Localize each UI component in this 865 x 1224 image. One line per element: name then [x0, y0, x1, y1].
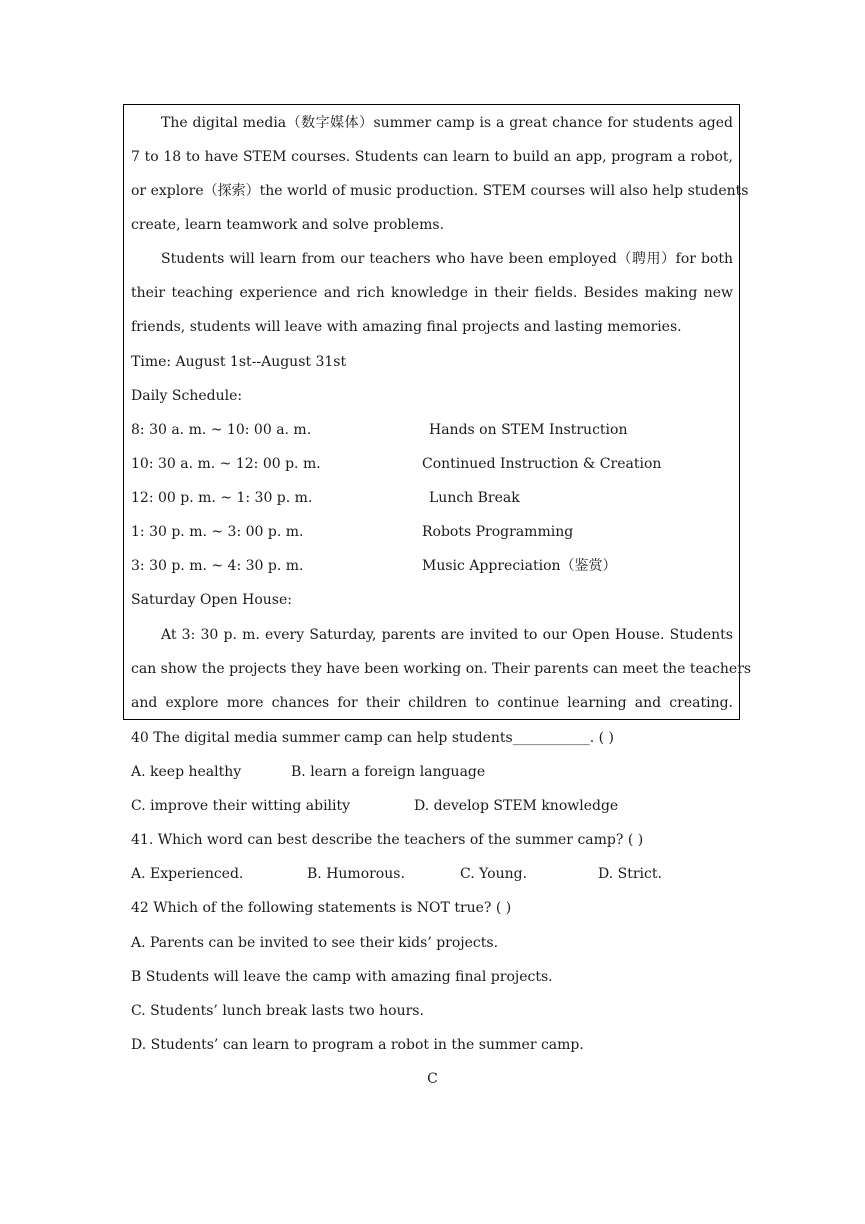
schedule-activity: Robots Programming [422, 524, 574, 540]
schedule-time: 8: 30 a. m. ~ 10: 00 a. m. [131, 422, 312, 438]
question-41-option-a: A. Experienced. [131, 866, 244, 882]
passage-p3-line-3: and explore more chances for their children to continue learning and creating. [131, 695, 733, 711]
question-40-option-c: C. improve their witting ability [131, 798, 351, 814]
passage-p2-line-1: Students will learn from our teachers who have been employed（聘用）for both [161, 251, 733, 267]
question-41-option-c: C. Young. [460, 866, 528, 882]
schedule-activity: Continued Instruction & Creation [422, 456, 662, 472]
question-40-option-b: B. learn a foreign language [291, 764, 486, 780]
passage-p1-line-3: or explore（探索）the world of music production. STEM courses will also help students [131, 183, 749, 199]
passage-p1-line-1: The digital media（数字媒体）summer camp is a great chance for students aged [161, 115, 733, 131]
schedule-activity: Lunch Break [429, 490, 520, 506]
question-40-option-d: D. develop STEM knowledge [414, 798, 619, 814]
schedule-activity: Hands on STEM Instruction [429, 422, 628, 438]
question-42-stem: 42 Which of the following statements is NOT true? ( ) [131, 900, 512, 916]
passage-p3-line-1: At 3: 30 p. m. every Saturday, parents are invited to our Open House. Students [161, 627, 733, 643]
question-41-option-b: B. Humorous. [307, 866, 405, 882]
passage-p2-line-3: friends, students will leave with amazing final projects and lasting memories. [131, 319, 682, 335]
section-letter: C [427, 1071, 438, 1087]
schedule-time: 12: 00 p. m. ~ 1: 30 p. m. [131, 490, 313, 506]
question-42-option-c: C. Students’ lunch break lasts two hours. [131, 1003, 424, 1019]
schedule-heading: Daily Schedule: [131, 388, 243, 404]
question-41-stem: 41. Which word can best describe the teachers of the summer camp? ( ) [131, 832, 644, 848]
question-42-option-d: D. Students’ can learn to program a robot in the summer camp. [131, 1037, 584, 1053]
question-42-option-b: B Students will leave the camp with amazing final projects. [131, 969, 553, 985]
question-40-option-a: A. keep healthy [131, 764, 242, 780]
passage-p1-line-4: create, learn teamwork and solve problems. [131, 217, 445, 233]
question-42-option-a: A. Parents can be invited to see their kids’ projects. [131, 935, 499, 951]
open-house-heading: Saturday Open House: [131, 592, 292, 608]
passage-p2-line-2: their teaching experience and rich knowledge in their fields. Besides making new [131, 285, 733, 301]
schedule-time: 10: 30 a. m. ~ 12: 00 p. m. [131, 456, 321, 472]
passage-p3-line-2: can show the projects they have been working on. Their parents can meet the teachers [131, 661, 752, 677]
schedule-activity: Music Appreciation（鉴赏） [422, 558, 617, 574]
passage-p1-line-2: 7 to 18 to have STEM courses. Students can learn to build an app, program a robot, [131, 149, 733, 165]
question-40-stem: 40 The digital media summer camp can help students___________. ( ) [131, 730, 615, 746]
question-41-option-d: D. Strict. [598, 866, 662, 882]
schedule-time: 3: 30 p. m. ~ 4: 30 p. m. [131, 558, 304, 574]
schedule-time: 1: 30 p. m. ~ 3: 00 p. m. [131, 524, 304, 540]
time-line: Time: August 1st--August 31st [131, 354, 347, 370]
